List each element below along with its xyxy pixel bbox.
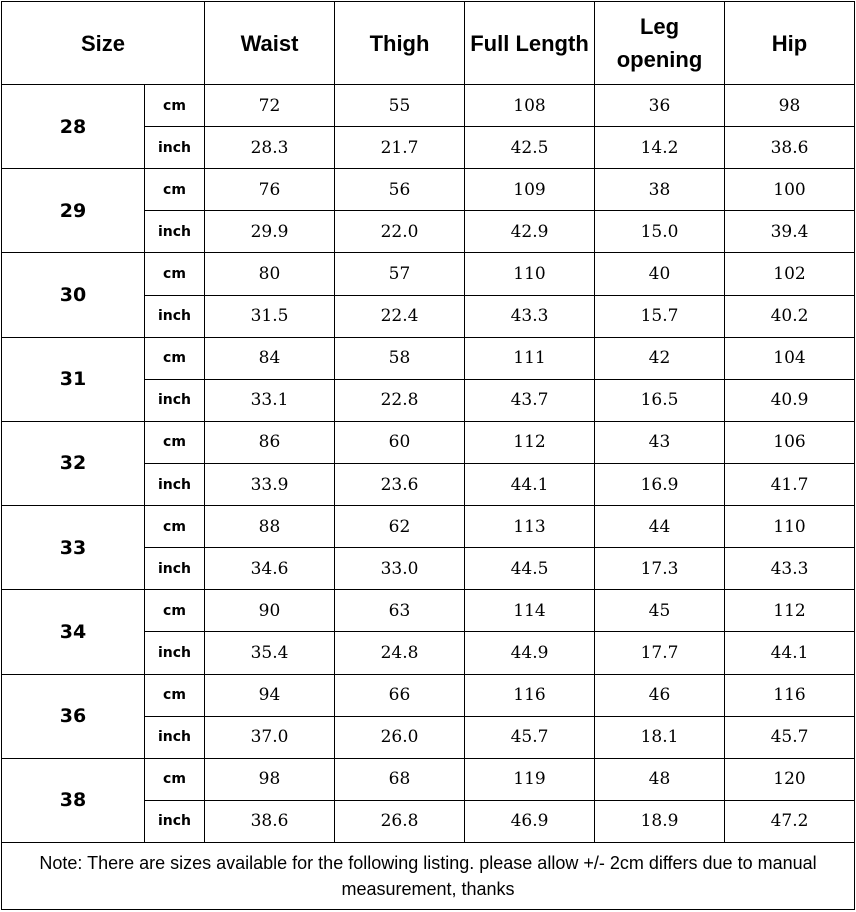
unit-label-inch: inch xyxy=(145,295,205,337)
waist-inch-value: 37.0 xyxy=(205,716,335,758)
thigh-inch-value: 26.0 xyxy=(335,716,465,758)
unit-label-inch: inch xyxy=(145,127,205,169)
size-label: 38 xyxy=(2,758,145,842)
leg-opening-inch-value: 18.9 xyxy=(595,800,725,842)
waist-cm-value: 84 xyxy=(205,337,335,379)
full-length-inch-value: 42.9 xyxy=(465,211,595,253)
leg-opening-inch-value: 18.1 xyxy=(595,716,725,758)
full-length-inch-value: 46.9 xyxy=(465,800,595,842)
waist-cm-value: 86 xyxy=(205,421,335,463)
unit-label-cm: cm xyxy=(145,253,205,295)
full-length-inch-value: 45.7 xyxy=(465,716,595,758)
hip-inch-value: 39.4 xyxy=(725,211,855,253)
waist-cm-value: 98 xyxy=(205,758,335,800)
size-label: 30 xyxy=(2,253,145,337)
full-length-cm-value: 109 xyxy=(465,169,595,211)
unit-label-inch: inch xyxy=(145,800,205,842)
leg-opening-cm-value: 44 xyxy=(595,506,725,548)
hip-inch-value: 40.2 xyxy=(725,295,855,337)
header-full-length: Full Length xyxy=(465,2,595,85)
full-length-cm-value: 108 xyxy=(465,85,595,127)
thigh-cm-value: 56 xyxy=(335,169,465,211)
table-row xyxy=(2,421,855,463)
thigh-inch-value: 24.8 xyxy=(335,632,465,674)
thigh-inch-value: 22.4 xyxy=(335,295,465,337)
note-row xyxy=(2,843,855,910)
waist-inch-value: 28.3 xyxy=(205,127,335,169)
hip-cm-value: 104 xyxy=(725,337,855,379)
thigh-cm-value: 55 xyxy=(335,85,465,127)
hip-inch-value: 45.7 xyxy=(725,716,855,758)
thigh-cm-value: 58 xyxy=(335,337,465,379)
thigh-cm-value: 66 xyxy=(335,674,465,716)
waist-inch-value: 38.6 xyxy=(205,800,335,842)
leg-opening-cm-value: 36 xyxy=(595,85,725,127)
thigh-cm-value: 57 xyxy=(335,253,465,295)
hip-cm-value: 110 xyxy=(725,506,855,548)
size-label: 29 xyxy=(2,169,145,253)
waist-inch-value: 35.4 xyxy=(205,632,335,674)
full-length-cm-value: 111 xyxy=(465,337,595,379)
unit-label-cm: cm xyxy=(145,758,205,800)
full-length-inch-value: 43.3 xyxy=(465,295,595,337)
header-thigh: Thigh xyxy=(335,2,465,85)
waist-inch-value: 31.5 xyxy=(205,295,335,337)
hip-cm-value: 102 xyxy=(725,253,855,295)
header-waist: Waist xyxy=(205,2,335,85)
leg-opening-cm-value: 43 xyxy=(595,421,725,463)
leg-opening-cm-value: 38 xyxy=(595,169,725,211)
hip-cm-value: 116 xyxy=(725,674,855,716)
waist-cm-value: 80 xyxy=(205,253,335,295)
table-row xyxy=(2,85,855,127)
leg-opening-cm-value: 46 xyxy=(595,674,725,716)
full-length-cm-value: 119 xyxy=(465,758,595,800)
leg-opening-inch-value: 17.7 xyxy=(595,632,725,674)
header-leg-opening: Leg opening xyxy=(595,2,725,85)
header-row xyxy=(2,2,855,85)
leg-opening-inch-value: 14.2 xyxy=(595,127,725,169)
unit-label-cm: cm xyxy=(145,674,205,716)
full-length-cm-value: 112 xyxy=(465,421,595,463)
thigh-cm-value: 62 xyxy=(335,506,465,548)
thigh-inch-value: 26.8 xyxy=(335,800,465,842)
unit-label-cm: cm xyxy=(145,85,205,127)
waist-inch-value: 33.9 xyxy=(205,463,335,505)
waist-cm-value: 76 xyxy=(205,169,335,211)
header-hip: Hip xyxy=(725,2,855,85)
leg-opening-cm-value: 40 xyxy=(595,253,725,295)
full-length-inch-value: 44.5 xyxy=(465,548,595,590)
thigh-cm-value: 68 xyxy=(335,758,465,800)
hip-inch-value: 40.9 xyxy=(725,379,855,421)
full-length-cm-value: 113 xyxy=(465,506,595,548)
leg-opening-cm-value: 45 xyxy=(595,590,725,632)
waist-cm-value: 90 xyxy=(205,590,335,632)
unit-label-cm: cm xyxy=(145,590,205,632)
full-length-cm-value: 110 xyxy=(465,253,595,295)
hip-inch-value: 43.3 xyxy=(725,548,855,590)
hip-inch-value: 47.2 xyxy=(725,800,855,842)
thigh-inch-value: 22.8 xyxy=(335,379,465,421)
table-body xyxy=(2,85,855,843)
hip-cm-value: 120 xyxy=(725,758,855,800)
hip-inch-value: 44.1 xyxy=(725,632,855,674)
unit-label-inch: inch xyxy=(145,211,205,253)
table-row xyxy=(2,590,855,632)
table-row xyxy=(2,337,855,379)
size-chart-table xyxy=(1,1,855,910)
waist-inch-value: 33.1 xyxy=(205,379,335,421)
note-text: Note: There are sizes available for the following listing. please allow +/- 2cm differs due to manual measurement, thanks xyxy=(2,843,855,910)
table-row xyxy=(2,253,855,295)
hip-cm-value: 106 xyxy=(725,421,855,463)
unit-label-inch: inch xyxy=(145,548,205,590)
full-length-inch-value: 43.7 xyxy=(465,379,595,421)
size-label: 33 xyxy=(2,506,145,590)
size-label: 31 xyxy=(2,337,145,421)
unit-label-cm: cm xyxy=(145,337,205,379)
size-label: 32 xyxy=(2,421,145,505)
leg-opening-inch-value: 15.7 xyxy=(595,295,725,337)
waist-inch-value: 34.6 xyxy=(205,548,335,590)
thigh-inch-value: 22.0 xyxy=(335,211,465,253)
waist-cm-value: 72 xyxy=(205,85,335,127)
thigh-inch-value: 21.7 xyxy=(335,127,465,169)
full-length-inch-value: 44.9 xyxy=(465,632,595,674)
table-row xyxy=(2,169,855,211)
full-length-inch-value: 44.1 xyxy=(465,463,595,505)
table-row xyxy=(2,758,855,800)
unit-label-inch: inch xyxy=(145,716,205,758)
thigh-inch-value: 23.6 xyxy=(335,463,465,505)
leg-opening-inch-value: 16.5 xyxy=(595,379,725,421)
leg-opening-inch-value: 17.3 xyxy=(595,548,725,590)
table-row xyxy=(2,506,855,548)
unit-label-cm: cm xyxy=(145,169,205,211)
unit-label-cm: cm xyxy=(145,421,205,463)
hip-cm-value: 112 xyxy=(725,590,855,632)
table-row xyxy=(2,674,855,716)
header-size: Size xyxy=(2,2,205,85)
hip-inch-value: 41.7 xyxy=(725,463,855,505)
unit-label-inch: inch xyxy=(145,632,205,674)
leg-opening-cm-value: 48 xyxy=(595,758,725,800)
unit-label-inch: inch xyxy=(145,379,205,421)
leg-opening-inch-value: 15.0 xyxy=(595,211,725,253)
waist-inch-value: 29.9 xyxy=(205,211,335,253)
hip-cm-value: 100 xyxy=(725,169,855,211)
unit-label-cm: cm xyxy=(145,506,205,548)
full-length-inch-value: 42.5 xyxy=(465,127,595,169)
thigh-inch-value: 33.0 xyxy=(335,548,465,590)
size-label: 34 xyxy=(2,590,145,674)
waist-cm-value: 94 xyxy=(205,674,335,716)
full-length-cm-value: 116 xyxy=(465,674,595,716)
hip-inch-value: 38.6 xyxy=(725,127,855,169)
size-label: 28 xyxy=(2,85,145,169)
size-label: 36 xyxy=(2,674,145,758)
waist-cm-value: 88 xyxy=(205,506,335,548)
leg-opening-cm-value: 42 xyxy=(595,337,725,379)
thigh-cm-value: 63 xyxy=(335,590,465,632)
full-length-cm-value: 114 xyxy=(465,590,595,632)
hip-cm-value: 98 xyxy=(725,85,855,127)
unit-label-inch: inch xyxy=(145,463,205,505)
thigh-cm-value: 60 xyxy=(335,421,465,463)
leg-opening-inch-value: 16.9 xyxy=(595,463,725,505)
